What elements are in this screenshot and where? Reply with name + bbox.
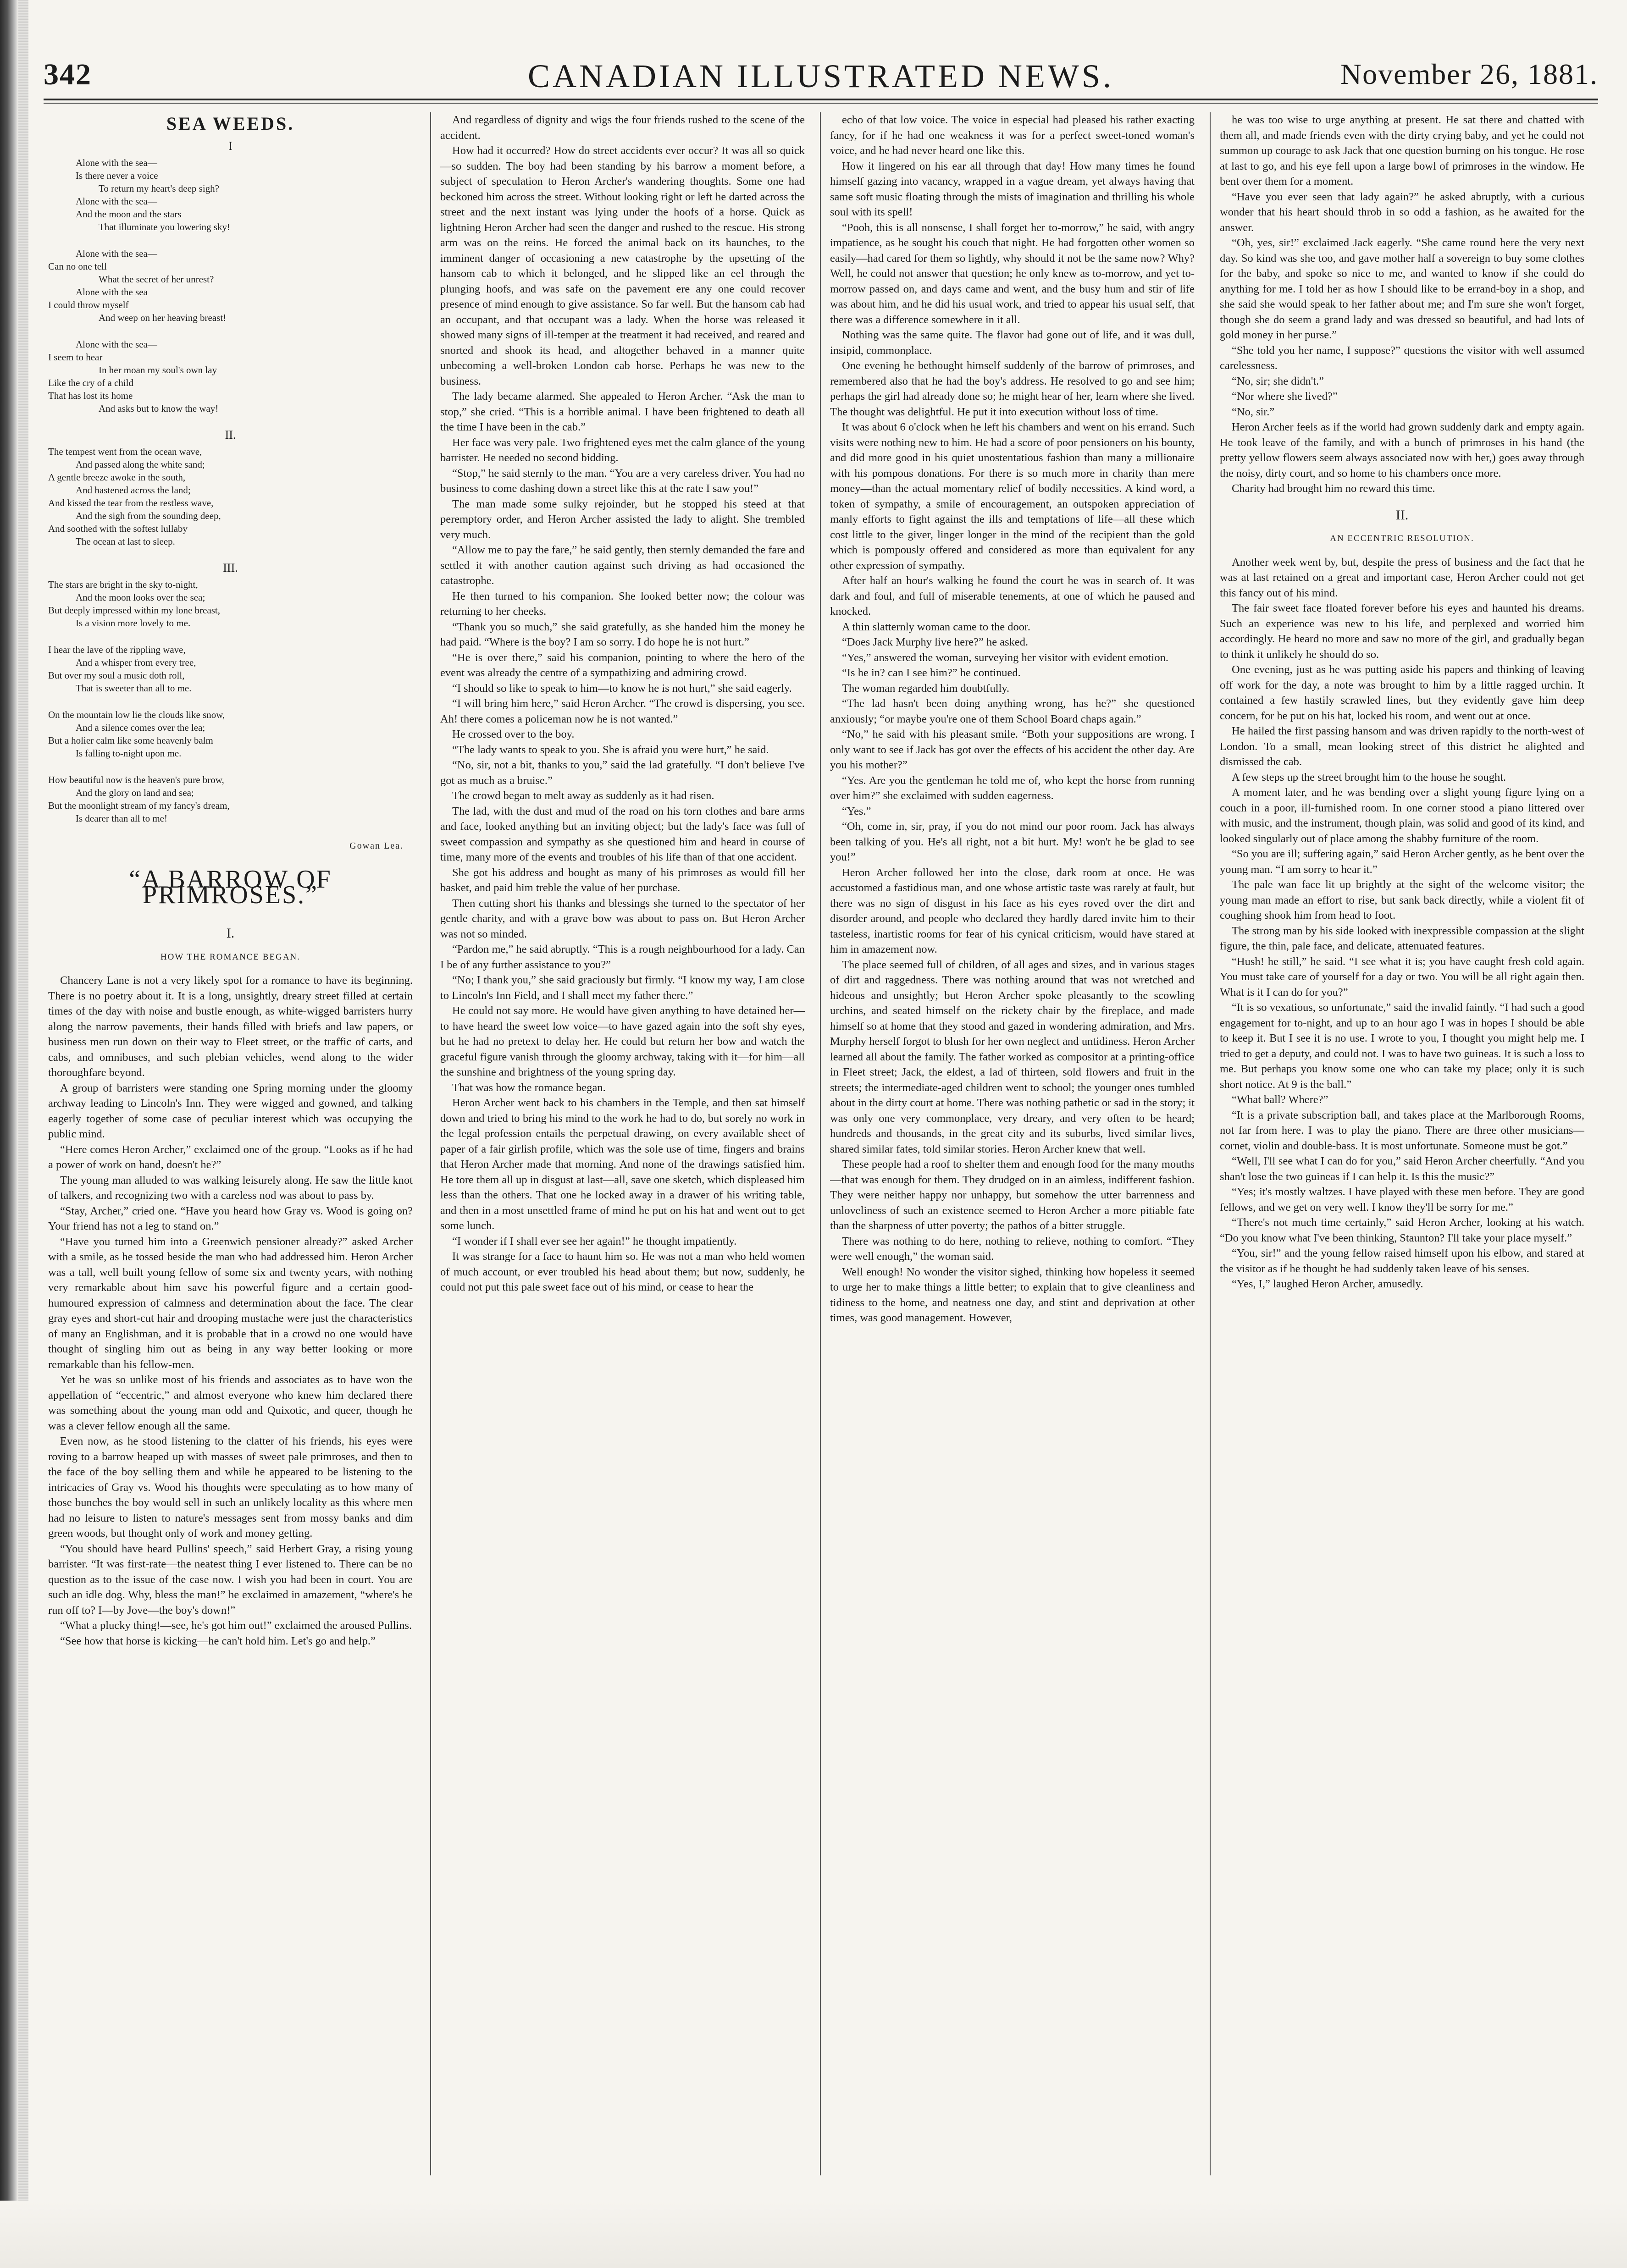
column-divider bbox=[1210, 112, 1211, 2175]
paragraph: Chancery Lane is not a very likely spot for a romance to have its beginning. There is no poetry about it. It is a long, unsightly, dreary street filled at certain times of the day with noise and bustle enough, as white-wigged barristers hurry along the narrow pavements, their hands filled with briefs and law papers, or business men run down on their way to Fleet street, or the traffic of carts, and cabs, and omnibuses, and such plebian vehicles, wend along to the wider thoroughfare beyond. bbox=[48, 974, 413, 1079]
poem-line: What the secret of her unrest? bbox=[99, 273, 214, 285]
paragraph: “There's not much time certainly,” said Heron Archer, looking at his watch. “Do you know what I've been thinking, Staunton? I'll take your place myself.” bbox=[1220, 1216, 1584, 1244]
paragraph: “Allow me to pay the fare,” he said gently, then sternly demanded the fare and settled it with another caution against such driving as had occasioned the catastrophe. bbox=[440, 544, 805, 587]
column-divider bbox=[820, 112, 821, 2175]
paragraph: “The lady wants to speak to you. She is afraid you were hurt,” he said. bbox=[452, 743, 769, 756]
poem-line: Alone with the sea— bbox=[76, 248, 157, 259]
binding-edge bbox=[0, 0, 18, 2268]
article-text bbox=[830, 112, 1195, 1326]
page-header bbox=[44, 57, 1598, 101]
paragraph: “Have you turned him into a Greenwich pensioner already?” asked Archer with a smile, as he tossed beside the man who had addressed him. Heron Archer was a tall, well built young fellow of some six and twenty years, with nothing very remarkable about him save his powerful figure and a certain good-humoured expression of calmness and determination about the face. The clear gray eyes and short-cut hair and drooping mustache were just the characteristics of many an Englishman, and it is probable that in a crowd no one would have thought of singling him out as being in any way better looking or more remarkable than his fellow-men. bbox=[48, 1235, 413, 1371]
poem-line: And the moon looks over the sea; bbox=[76, 591, 205, 603]
poem-line: On the mountain low lie the clouds like snow, bbox=[48, 709, 225, 720]
poem-line: Is dearer than all to me! bbox=[76, 812, 167, 824]
article-text bbox=[48, 973, 413, 1649]
poem-line: A gentle breeze awoke in the south, bbox=[48, 471, 186, 483]
poem-line: That illuminate you lowering sky! bbox=[99, 221, 230, 232]
chapter-heading: AN ECCENTRIC RESOLUTION. bbox=[1330, 534, 1474, 543]
paragraph: “What a plucky thing!—see, he's got him out!” exclaimed the aroused Pullins. bbox=[60, 1619, 412, 1632]
paragraph: “Is he in? can I see him?” he continued. bbox=[842, 667, 1021, 679]
paragraph: “Yes,” answered the woman, surveying her visitor with evident emotion. bbox=[842, 651, 1168, 664]
poem-body bbox=[48, 140, 413, 825]
paragraph: “Stay, Archer,” cried one. “Have you heard how Gray vs. Wood is going on? Your friend has not a leg to stand on.” bbox=[48, 1204, 413, 1232]
poem-line: Is a vision more lovely to me. bbox=[76, 617, 191, 629]
poem-line: The ocean at last to sleep. bbox=[76, 535, 175, 547]
article-text bbox=[1220, 112, 1584, 497]
paragraph: he was too wise to urge anything at present. He sat there and chatted with them all, and made friends even with the dirty crying baby, and yet he could not summon up courage to ask Jack that one question burning on his tongue. He rose at last to go, and his eye fell upon a large bowl of primroses in the window. He bent over them for a moment. bbox=[1220, 114, 1584, 188]
poem-line: And the glory on land and sea; bbox=[76, 787, 194, 798]
paragraph: That was how the romance began. bbox=[452, 1081, 606, 1094]
poem-line: And a whisper from every tree, bbox=[76, 657, 196, 668]
poem-stanza bbox=[48, 643, 413, 695]
poem-line: Like the cry of a child bbox=[48, 377, 134, 388]
poem-line: Is there never a voice bbox=[76, 170, 158, 181]
paragraph: “No, sir, not a bit, thanks to you,” said the lad gratefully. “I don't believe I've got as much as a bruise.” bbox=[440, 759, 805, 787]
paragraph: “Oh, come in, sir, pray, if you do not mind our poor room. Jack has always been talking of you. He's all right, not a bit hurt. My! won't he be glad to see you!” bbox=[830, 820, 1195, 863]
poem-line: And soothed with the softest lullaby bbox=[48, 523, 188, 534]
paragraph: Heron Archer feels as if the world had grown suddenly dark and empty again. He took leave of the family, and with a bunch of primroses in his hand (the pretty yellow flowers seem always associated now with her,) goes away through the noisy, dirty court, and so home to his chambers once more. bbox=[1220, 421, 1584, 480]
paragraph: “It is so vexatious, so unfortunate,” said the invalid faintly. “I had such a good engagement for to-night, and up to an hour ago I was in hopes I should be able to keep it. But I see it is no use. I wrote to you, I thought you might help me. I tried to get a deputy, and could not. I was to have two guineas. It is such a loss to me. But perhaps you know some one who can take my place; only it is such short notice. At 9 is the ball.” bbox=[1220, 1001, 1584, 1091]
column-3 bbox=[830, 112, 1195, 2175]
poem-line: Alone with the sea bbox=[76, 286, 148, 298]
poem-line: To return my heart's deep sigh? bbox=[99, 182, 219, 194]
paragraph: “No; I thank you,” she said graciously but firmly. “I know my way, I am close to Lincoln's Inn Field, and I shall meet my father there.” bbox=[440, 974, 805, 1002]
paragraph: “Nor where she lived?” bbox=[1232, 390, 1338, 403]
paragraph: “Yes, I,” laughed Heron Archer, amusedly. bbox=[1232, 1278, 1423, 1290]
poem-line: And kissed the tear from the restless wave, bbox=[48, 497, 214, 508]
poem-line: That is sweeter than all to me. bbox=[76, 682, 192, 694]
header-rule-thin bbox=[44, 103, 1598, 104]
paragraph: He then turned to his companion. She looked better now; the colour was returning to her cheeks. bbox=[440, 590, 805, 618]
poem-line: But the moonlight stream of my fancy's dream, bbox=[48, 800, 230, 811]
paragraph: Well enough! No wonder the visitor sighed, thinking how hopeless it seemed to urge her to make things a little better; to explain that to give cleanliness and tidiness to the home, and neatness one day, and stint and deprivation at other times, was good management. However, bbox=[830, 1265, 1195, 1324]
chapter-numeral: I. bbox=[226, 926, 235, 941]
paragraph: A thin slatternly woman came to the door. bbox=[842, 620, 1030, 633]
paragraph: “Hush! he still,” he said. “I see what it is; you have caught fresh cold again. You must take care of yourself for a day or two. You will be all right again then. What is it I can do for you?” bbox=[1220, 955, 1584, 999]
paragraph: The crowd began to melt away as suddenly as it had risen. bbox=[452, 789, 714, 802]
paragraph: Charity had brought him no reward this time. bbox=[1232, 482, 1435, 495]
paragraph: The lady became alarmed. She appealed to Heron Archer. “Ask the man to stop,” she cried. “This is a horrible animal. I have been frightened to death all the time I have been in the cab.” bbox=[440, 390, 805, 433]
paragraph: Even now, as he stood listening to the clatter of his friends, his eyes were roving to a barrow heaped up with masses of sweet pale primroses, and then to the face of the boy selling them and while he appeared to be listening to the intricacies of Gray vs. Wood his thoughts were speculating as to how many of those bunches the boy would sell in such an unlikely locality as this where men had no leisure to listen to nature's messages sent from mossy banks and dim green woods, but thought only of work and money getting. bbox=[48, 1435, 413, 1540]
page-bottom-margin bbox=[0, 2201, 1627, 2268]
paragraph: “What ball? Where?” bbox=[1232, 1093, 1328, 1106]
paragraph: “See how that horse is kicking—he can't hold him. Let's go and help.” bbox=[60, 1634, 376, 1647]
paragraph: echo of that low voice. The voice in especial had pleased his rather exacting fancy, for if he had one weakness it was for a perfect sweet-toned woman's voice, and he had never heard one like this. bbox=[830, 114, 1195, 157]
paragraph: After half an hour's walking he found the court he was in search of. It was dark and foul, and full of miserable tenements, at one of which he paused and knocked. bbox=[830, 574, 1195, 618]
article-text bbox=[440, 112, 805, 1295]
paragraph: One evening he bethought himself suddenly of the barrow of primroses, and remembered also that he had the boy's address. He resolved to go and see him; perhaps the girl had already done so; he might hear of her, learn where she lived. The thought was delightful. He put it into execution without loss of time. bbox=[830, 359, 1195, 418]
poem-line: Alone with the sea— bbox=[76, 157, 157, 168]
poem-line: And weep on her heaving breast! bbox=[99, 312, 227, 323]
poem-line: Alone with the sea— bbox=[76, 195, 157, 207]
paragraph: “I wonder if I shall ever see her again!” he thought impatiently. bbox=[452, 1235, 737, 1247]
poem-part-numeral: II. bbox=[225, 428, 236, 441]
column-divider bbox=[430, 112, 431, 2175]
paragraph: Heron Archer followed her into the close, dark room at once. He was accustomed a fastidious man, and one whose artistic taste was rarely at fault, but there was no sign of disgust in his face as his eyes roved over the dirt and disorder around, and people who declared they hardly dared invite him to their tasteless, inartistic rooms for fear of his cynical criticism, would have stared at him in amazement now. bbox=[830, 866, 1195, 955]
paragraph: Heron Archer went back to his chambers in the Temple, and then sat himself down and tried to bring his mind to the work he had to do, but sorely no work in the legal profession entails the perpetual drawing, on every available sheet of paper of a fair girlish profile, which was the sole use of time, fingers and brains that Heron Archer made that morning. And none of the drawings satisfied him. He tore them all up in disgust at last—all, save one sketch, which displeased him less than the others. That one he locked away in a drawer of his writing table, and then in a most unsettled frame of mind he put on his hat and went out to get some lunch. bbox=[440, 1097, 805, 1232]
paragraph: The pale wan face lit up brightly at the sight of the welcome visitor; the young man made an effort to rise, but sank back directly, while a violent fit of coughing shook him from head to foot. bbox=[1220, 878, 1584, 922]
poem-line: I hear the lave of the rippling wave, bbox=[48, 644, 186, 655]
poem-line: The stars are bright in the sky to-night, bbox=[48, 579, 198, 590]
paragraph: A moment later, and he was bending over a slight young figure lying on a couch in a poor, ill-furnished room. In one corner stood a piano littered over with music, and the instrument, though plain, was solid and good of its kind, and looked singularly out of place among the shabby furniture of the room. bbox=[1220, 786, 1584, 845]
poem-part-numeral: I bbox=[228, 139, 232, 153]
poem-line: Is falling to-night upon me. bbox=[76, 747, 182, 759]
poem-stanza bbox=[48, 773, 413, 825]
paragraph: “He is over there,” said his companion, pointing to where the hero of the event was already the centre of a sympathizing and admiring crowd. bbox=[440, 651, 805, 679]
paragraph: The place seemed full of children, of all ages and sizes, and in various stages of dirt and raggedness. There was nothing around that was not wretched and hideous and unsightly; but Heron Archer spoke pleasantly to the scowling urchins, and seated himself on the rickety chair by the fireplace, and made himself so at home that they stood and gazed in wondering admiration, and Mrs. Murphy herself forgot to blush for her own neglect and untidiness. Heron Archer learned all about the family. The father worked as compositor at a printing-office in Fleet street; Jack, the eldest, a lad of thirteen, sold flowers and fruit in the streets; the intermediate-aged children went to school; the younger ones tumbled about in the dirty court at home. There was nothing pathetic or sad in the story; it was only one very commonplace, very dreary, and very often to be heard; hundreds and thousands, in the great city and its suburbs, lived similar lives, shared similar fates, told similar stories. Heron Archer knew that well. bbox=[830, 958, 1195, 1155]
poem-line: Alone with the sea— bbox=[76, 338, 157, 350]
chapter-numeral: II. bbox=[1395, 507, 1409, 523]
paragraph: “Does Jack Murphy live here?” he asked. bbox=[842, 636, 1029, 648]
poem-line: But deeply impressed within my lone breast, bbox=[48, 604, 221, 616]
paragraph: The lad, with the dust and mud of the road on his torn clothes and bare arms and face, looked anything but an inviting object; but the lady's face was full of sweet compassion and sympathy as she questioned him and heard in course of time, many more of the events and troubles of his life than of that one accident. bbox=[440, 805, 805, 863]
paragraph: The strong man by his side looked with inexpressible compassion at the slight figure, the thin, pale face, and delicate, attenuated features. bbox=[1220, 924, 1584, 952]
poem-stanza bbox=[48, 156, 413, 233]
paragraph: “The lad hasn't been doing anything wrong, has he?” she questioned anxiously; “or maybe you're one of them School Board chaps again.” bbox=[830, 697, 1195, 725]
poem-line: And the moon and the stars bbox=[76, 208, 182, 220]
paragraph: “No,” he said with his pleasant smile. “Both your suppositions are wrong. I only want to see if Jack has got over the effects of his accident the other day. Are you his mother?” bbox=[830, 728, 1195, 771]
poem-line: And a silence comes over the lea; bbox=[76, 722, 205, 733]
paragraph: The fair sweet face floated forever before his eyes and haunted his dreams. Such an experience was new to his life, and perplexed and worried him accordingly. He heard no more and saw no more of the girl, and gradually began to think it unlikely he should do so. bbox=[1220, 602, 1584, 661]
poem-line: And the sigh from the sounding deep, bbox=[76, 510, 221, 521]
chapter-heading: HOW THE ROMANCE BEGAN. bbox=[160, 952, 301, 962]
paragraph: Her face was very pale. Two frightened eyes met the calm glance of the young barrister. He needed no second bidding. bbox=[440, 436, 805, 464]
issue-date: November 26, 1881. bbox=[1340, 58, 1598, 90]
poem-line: I seem to hear bbox=[48, 351, 103, 363]
paragraph: “You should have heard Pullins' speech,” said Herbert Gray, a rising young barrister. “It was first-rate—the neatest thing I ever listened to. There can be no question as to the issue of the case now. I wish you had been in court. You are such an idle dog. Why, bless the man!” he exclaimed in amazement, “where's he run off to? I—by Jove—the boy's down!” bbox=[48, 1542, 413, 1617]
header-rule bbox=[44, 99, 1598, 100]
paragraph: “No, sir; she didn't.” bbox=[1232, 375, 1324, 387]
poem-line: How beautiful now is the heaven's pure brow, bbox=[48, 774, 224, 785]
paragraph: How it lingered on his ear all through that day! How many times he found himself gazing into vacancy, wrapped in a vague dream, yet always having that same soft music floating through the mists of imagination and thrilling his whole soul with its spell! bbox=[830, 160, 1195, 218]
poem-line: That has lost its home bbox=[48, 390, 133, 401]
poem-stanza bbox=[48, 578, 413, 629]
paragraph: The man made some sulky rejoinder, but he stopped his steed at that peremptory order, and Heron Archer assisted the lady to alight. She trembled very much. bbox=[440, 497, 805, 541]
paragraph: “Pooh, this is all nonsense, I shall forget her to-morrow,” he said, with angry impatience, as he sought his couch that night. He had forgotten other women so easily—had cared for them so lightly, why should it not be the same now? Why? Well, he could not answer that question; he only knew as to-morrow, and yet to-morrow passed on, and days came and went, and the busy hum and stir of life was about him, and he did his usual work, and tried to appear his usual self, that there was a difference somewhere in it all. bbox=[830, 221, 1195, 326]
paragraph: She got his address and bought as many of his primroses as would fill her basket, and paid him treble the value of her purchase. bbox=[440, 866, 805, 894]
article-text bbox=[1220, 555, 1584, 1292]
poem-line: And hastened across the land; bbox=[76, 484, 191, 496]
poem-stanza bbox=[48, 338, 413, 415]
paragraph: Another week went by, but, despite the press of business and the fact that he was at last retained on a great and important case, Heron Archer could not get this fancy out of his mind. bbox=[1220, 556, 1584, 599]
poem-author: Gowan Lea. bbox=[349, 840, 404, 851]
paragraph: “Oh, yes, sir!” exclaimed Jack eagerly. “She came round here the very next day. So kind was she too, and gave mother half a sovereign to buy some clothes for the baby, and spoke so nice to me, and wanted to know if she could do anything for me. I told her as how I should like to be errand-boy in a shop, and she said she would speak to her father about me; and I'm sure she won't forget, though she do seem a grand lady and was dressed so beautiful, and had lots of gold money in her purse.” bbox=[1220, 237, 1584, 341]
poem-line: In her moan my soul's own lay bbox=[99, 364, 217, 375]
paragraph: The woman regarded him doubtfully. bbox=[842, 682, 1010, 695]
poem-title: SEA WEEDS. bbox=[166, 113, 295, 134]
paragraph: Then cutting short his thanks and blessings she turned to the spectator of her gentle charity, and with a grave bow was about to pass on. But Heron Archer was not so minded. bbox=[440, 897, 805, 940]
paragraph: The young man alluded to was walking leisurely along. He saw the little knot of talkers, and recognizing two with a careless nod was about to pass by. bbox=[48, 1174, 413, 1202]
paragraph: “It is a private subscription ball, and takes place at the Marlborough Rooms, not far from here. I was to play the piano. There are three other musicians—cornet, violin and double-bass. It is most unfortunate. Someone must be got.” bbox=[1220, 1109, 1584, 1152]
paragraph: These people had a roof to shelter them and enough food for the many mouths—that was enough for them. They drudged on in an aimless, indifferent fashion. They were neither happy nor unhappy, but somehow the utter barrenness and unloveliness of such an existence seemed to Heron Archer a more pitiable fate than the sharpness of utter poverty; the pathos of a bitter struggle. bbox=[830, 1158, 1195, 1232]
column-2 bbox=[440, 112, 805, 2175]
paragraph: It was strange for a face to haunt him so. He was not a man who held women of much account, or ever troubled his head about them; but now, suddenly, he could not put this pale sweet face out of his mind, or cease to hear the bbox=[440, 1250, 805, 1293]
poem-line: And asks but to know the way! bbox=[99, 403, 219, 414]
paragraph: He hailed the first passing hansom and was driven rapidly to the north-west of London. To a small, mean looking street of this district he alighted and dismissed the cab. bbox=[1220, 725, 1584, 768]
paragraph: “No, sir.” bbox=[1232, 405, 1275, 418]
poem-line: I could throw myself bbox=[48, 299, 129, 310]
column-1 bbox=[48, 112, 413, 2175]
poem-stanza bbox=[48, 247, 413, 324]
paragraph: “Well, I'll see what I can do for you,” said Heron Archer cheerfully. “And you shan't lose the two guineas if I can help it. Is this the music?” bbox=[1220, 1155, 1584, 1183]
poem-line: But a holier calm like some heavenly balm bbox=[48, 734, 213, 746]
poem-stanza bbox=[48, 445, 413, 548]
paragraph: There was nothing to do here, nothing to relieve, nothing to comfort. “They were well enough,” the woman said. bbox=[830, 1235, 1195, 1263]
paragraph: “I will bring him here,” said Heron Archer. “The crowd is dispersing, you see. Ah! there comes a policeman now he is not wanted.” bbox=[440, 697, 805, 725]
paragraph: Yet he was so unlike most of his friends and associates as to have won the appellation of “eccentric,” and almost everyone who knew him declared there was something about the young man odd and Quixotic, and queer, though he was a clever fellow enough all the same. bbox=[48, 1374, 413, 1432]
paragraph: It was about 6 o'clock when he left his chambers and went on his errand. Such visits were nothing new to him. He had a score of poor pensioners on his bounty, and did more good in his quiet unostentatious fashion than many a millionaire with his pompous donations. For there is so much more in charity than mere money—than the actual momentary relief of bodily necessities. A kind word, a token of sympathy, a smile of encouragement, an outspoken appreciation of manly efforts to fight against the ills and temptations of life—all these which cost little to the giver, linger longer in the mind of the recipient than the gold which is pompously offered and considered as more than equivalent for any other expression of sympathy. bbox=[830, 421, 1195, 572]
column-4 bbox=[1220, 112, 1584, 2175]
binding-texture bbox=[18, 0, 28, 2268]
paragraph: “Have you ever seen that lady again?” he asked abruptly, with a curious wonder that his heart should throb in so odd a fashion, as he awaited for the answer. bbox=[1220, 190, 1584, 234]
paragraph: He could not say more. He would have given anything to have detained her—to have heard the sweet low voice—to have gazed again into the soft shy eyes, but he had no pretext to delay her. He could but return her bow and watch the graceful figure vanish through the gloomy archway, taking with it—for him—all the sunshine and brightness of the young spring day. bbox=[440, 1004, 805, 1078]
paragraph: How had it occurred? How do street accidents ever occur? It was all so quick—so sudden. The boy had been standing by his barrow a moment before, a subject of speculation to Heron Archer's wandering thoughts. Some one had beckoned him across the street. Without looking right or left he darted across the street and the next instant was lying under the hoofs of a horse. Quick as lightning Heron Archer had seen the danger and rushed to the rescue. His strong arm was on the reins. He forced the animal back on its haunches, to the imminent danger of occasioning a new catastrophe by the upsetting of the hansom cab to which it belonged, and he slipped like an eel through the plunging hoofs, and was safe on the pavement ere any one could recover presence of mind enough to give assistance. So far well. But the hansom cab had an occupant, and that occupant was a lady. When the horse was released it showed many signs of ill-temper at the treatment it had received, and reared and snorted and shook its head, and altogether behaved in a manner quite unbecoming a well-broken London cab horse. Perhaps he was new to the business. bbox=[440, 144, 805, 387]
paragraph: “Here comes Heron Archer,” exclaimed one of the group. “Looks as if he had a power of work on hand, doesn't he?” bbox=[48, 1143, 413, 1171]
story-title: “A BARROW OF PRIMROSES.” bbox=[129, 865, 332, 909]
paragraph: And regardless of dignity and wigs the four friends rushed to the scene of the accident. bbox=[440, 114, 805, 142]
paragraph: “Yes; it's mostly waltzes. I have played with these men before. They are good fellows, and we get on very well. I know they'll be sorry for me.” bbox=[1220, 1186, 1584, 1214]
paragraph: “I should so like to speak to him—to know he is not hurt,” she said eagerly. bbox=[452, 682, 792, 695]
paragraph: “She told you her name, I suppose?” questions the visitor with well assumed carelessness. bbox=[1220, 344, 1584, 372]
paragraph: A few steps up the street brought him to the house he sought. bbox=[1232, 771, 1506, 784]
paragraph: One evening, just as he was putting aside his papers and thinking of leaving off work for the day, a note was brought to him by a little ragged urchin. It contained a few hastily scrawled lines, but they evidently gave him deep concern, for he put on his hat, locked his room, and went out at once. bbox=[1220, 663, 1584, 722]
poem-line: Can no one tell bbox=[48, 260, 107, 272]
poem-line: The tempest went from the ocean wave, bbox=[48, 446, 202, 457]
paragraph: Nothing was the same quite. The flavor had gone out of life, and it was dull, insipid, commonplace. bbox=[830, 329, 1195, 357]
poem-part-numeral: III. bbox=[223, 561, 238, 574]
paragraph: “Stop,” he said sternly to the man. “You are a very careless driver. You had no business to come dashing down a street like this at the rate I saw you!” bbox=[440, 467, 805, 495]
poem-line: But over my soul a music doth roll, bbox=[48, 669, 185, 681]
paragraph: “So you are ill; suffering again,” said Heron Archer gently, as he bent over the young man. “I am sorry to hear it.” bbox=[1220, 848, 1584, 876]
masthead: CANADIAN ILLUSTRATED NEWS. bbox=[528, 58, 1114, 94]
paragraph: “Thank you so much,” she said gratefully, as she handed him the money he had paid. “Where is the boy? I am so sorry. I do hope he is not hurt.” bbox=[440, 620, 805, 648]
poem-stanza bbox=[48, 708, 413, 760]
paragraph: He crossed over to the boy. bbox=[452, 728, 575, 740]
paragraph: “You, sir!” and the young fellow raised himself upon his elbow, and stared at the visitor as if he thought he had suddenly taken leave of his senses. bbox=[1220, 1247, 1584, 1275]
paragraph: A group of barristers were standing one Spring morning under the gloomy archway leading to Lincoln's Inn. They were wigged and gowned, and talking eagerly together of some case of peculiar interest which was occupying the public mind. bbox=[48, 1082, 413, 1140]
poem-line: And passed along the white sand; bbox=[76, 458, 205, 470]
paragraph: “Pardon me,” he said abruptly. “This is a rough neighbourhood for a lady. Can I be of any further assistance to you?” bbox=[440, 943, 805, 971]
page-number: 342 bbox=[44, 58, 92, 91]
paragraph: “Yes. Are you the gentleman he told me of, who kept the horse from running over him?” she exclaimed with sudden eagerness. bbox=[830, 774, 1195, 802]
paragraph: “Yes.” bbox=[842, 805, 871, 817]
